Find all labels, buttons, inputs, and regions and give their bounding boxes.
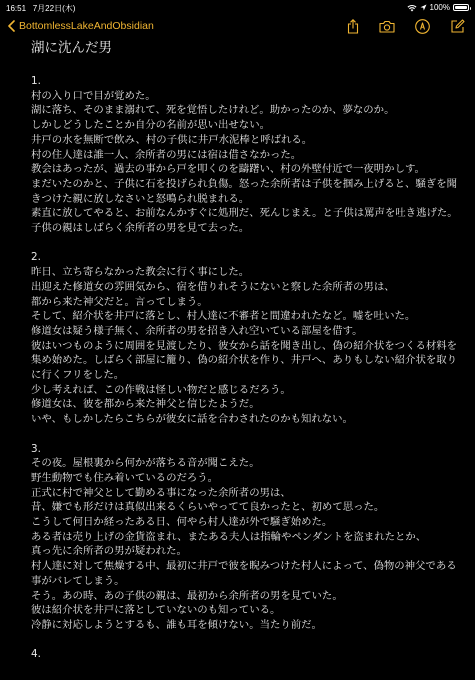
note-line: 1. (31, 75, 41, 87)
note-line: 修道女は疑う様子無く、余所者の男を招き入れ空いている部屋を借す。 (31, 324, 363, 337)
note-line: きつけた親に放しなさいと怒鳴られ脱まれる。 (31, 192, 250, 205)
battery-level (455, 6, 467, 9)
status-time: 16:51 (6, 4, 27, 13)
share-icon[interactable] (347, 19, 359, 34)
note-line: 教会はあったが、過去の事から戸を叩くのを躊躇い、村の外壁付近で一夜明かしす。 (31, 163, 425, 176)
note-line: そう。あの時、あの子供の親は、最初から余所者の男を見ていた。 (31, 589, 343, 602)
note-line: 事がバレてしまう。 (31, 574, 125, 587)
note-blank-line (31, 633, 463, 648)
note-line: 2. (31, 251, 41, 264)
back-button[interactable] (8, 20, 154, 32)
note-line: 彼はいつものように周囲を見渡したり、彼女から話を聞き出し、偽の紹介状をつくる材料を (31, 339, 458, 352)
note-line: に行くフリをした。 (31, 369, 125, 382)
note-line: 村の住人達は誰一人、余所者の男には宿は借さなかった。 (31, 148, 302, 161)
back-button-label: BottomlessLakeAndObsidian (19, 20, 154, 32)
note-line: 4. (31, 648, 41, 661)
status-date: 7月22日(木) (32, 4, 76, 13)
note-line: そして、紹介状を井戸に落とし、村人達に不審者と間違われたなど。嘘を吐いた。 (31, 310, 416, 323)
note-line: その夜。屋根裏から何かが落ちる音が聞こえた。 (31, 457, 260, 470)
note-line: 村人達に対して焦燥する中、最初に井戸で彼を睨みつけた村人によって、偽物の神父である (31, 560, 457, 573)
note-line: 3. (31, 442, 41, 455)
chevron-left-icon (8, 20, 15, 32)
location-arrow-icon (420, 4, 427, 11)
note-line: 正式に村で神父として勤める事になった余所者の男は、 (31, 486, 291, 499)
markup-pen-icon[interactable] (415, 19, 430, 34)
wifi-icon (407, 4, 417, 12)
note-blank-line (31, 236, 463, 251)
status-bar (0, 0, 475, 14)
note-line: しかしどうしたことか自分の名前が思い出せない。 (31, 119, 270, 132)
note-line: 彼は紹介状を井戸に落としていないのも知っている。 (31, 604, 281, 617)
note-line: 昨日、立ち寄らなかった教会に行く事にした。 (31, 266, 250, 279)
note-line: 昔、嫌でも形だけは真似出来るくらいやってて良かったと、初めて思った。 (31, 501, 385, 514)
note-blank-line (31, 427, 463, 442)
notes-toolbar (0, 15, 475, 39)
note-line: 野生動物でも住み着いているのだろう。 (31, 471, 219, 484)
note-line: 素直に放してやると、お前なんかすぐに処刑だ、死んじまえ。と子供は罵声を吐き逃げた。 (31, 207, 458, 220)
battery-percent: 100% (429, 3, 450, 12)
note-line: 湖に落ち、そのまま溺れて、死を覚悟したけれど。助かったのか、夢なのか。 (31, 104, 395, 117)
battery-icon (453, 4, 469, 11)
note-line: 少し考えれば、この作戦は怪しい物だと感じるだろう。 (31, 383, 291, 396)
note-line: 村の入り口で目が覚めた。 (31, 89, 156, 102)
toolbar-actions (347, 19, 465, 34)
note-line: 井戸の水を無断で飲み、村の子供に井戸水泥棒と呼ばれる。 (31, 133, 313, 146)
note-line: 子供の親はしばらく余所者の男を見て去った。 (31, 222, 250, 235)
note-line: まだいたのかと、子供に石を投げられ負傷。怒った余所者は子供を掴み上げると、騒ぎを聞 (31, 177, 458, 190)
note-line: 出迎えた修道女の雰囲気から、宿を借りれそうにないと察した余所者の男は、 (31, 280, 395, 293)
note-line: 真っ先に余所者の男が疑われた。 (31, 545, 187, 558)
status-right (407, 3, 469, 12)
note-line: 都から来た神父だと。言ってしまう。 (31, 295, 208, 308)
compose-icon[interactable] (450, 19, 465, 34)
note-line: 修道女は、彼を都から来た神父と信じたようだ。 (31, 398, 260, 411)
note-line: ある者は売り上げの金貨盗まれ、またある夫人は指輪やペンダントを盗まれたとか、 (31, 530, 427, 543)
note-body[interactable] (31, 40, 463, 662)
note-line: いや、もしかしたらこちらが彼女に話を合わされたのかも知れない。 (31, 413, 353, 426)
status-left (6, 3, 75, 14)
note-line: 集め始めた。しばらく部屋に籠り、偽の紹介状を作り、井戸へ、ありもしない紹介状を取り (31, 354, 458, 367)
note-line: 冷静に対応しようとするも、誰も耳を傾けない。当たり前だ。 (31, 618, 322, 631)
note-line: こうして何日か経ったある日、何やら村人達が外で騒ぎ始めた。 (31, 516, 333, 529)
note-text (31, 74, 463, 662)
camera-icon[interactable] (379, 20, 395, 33)
note-title: 湖に沈んだ男 (31, 40, 112, 56)
